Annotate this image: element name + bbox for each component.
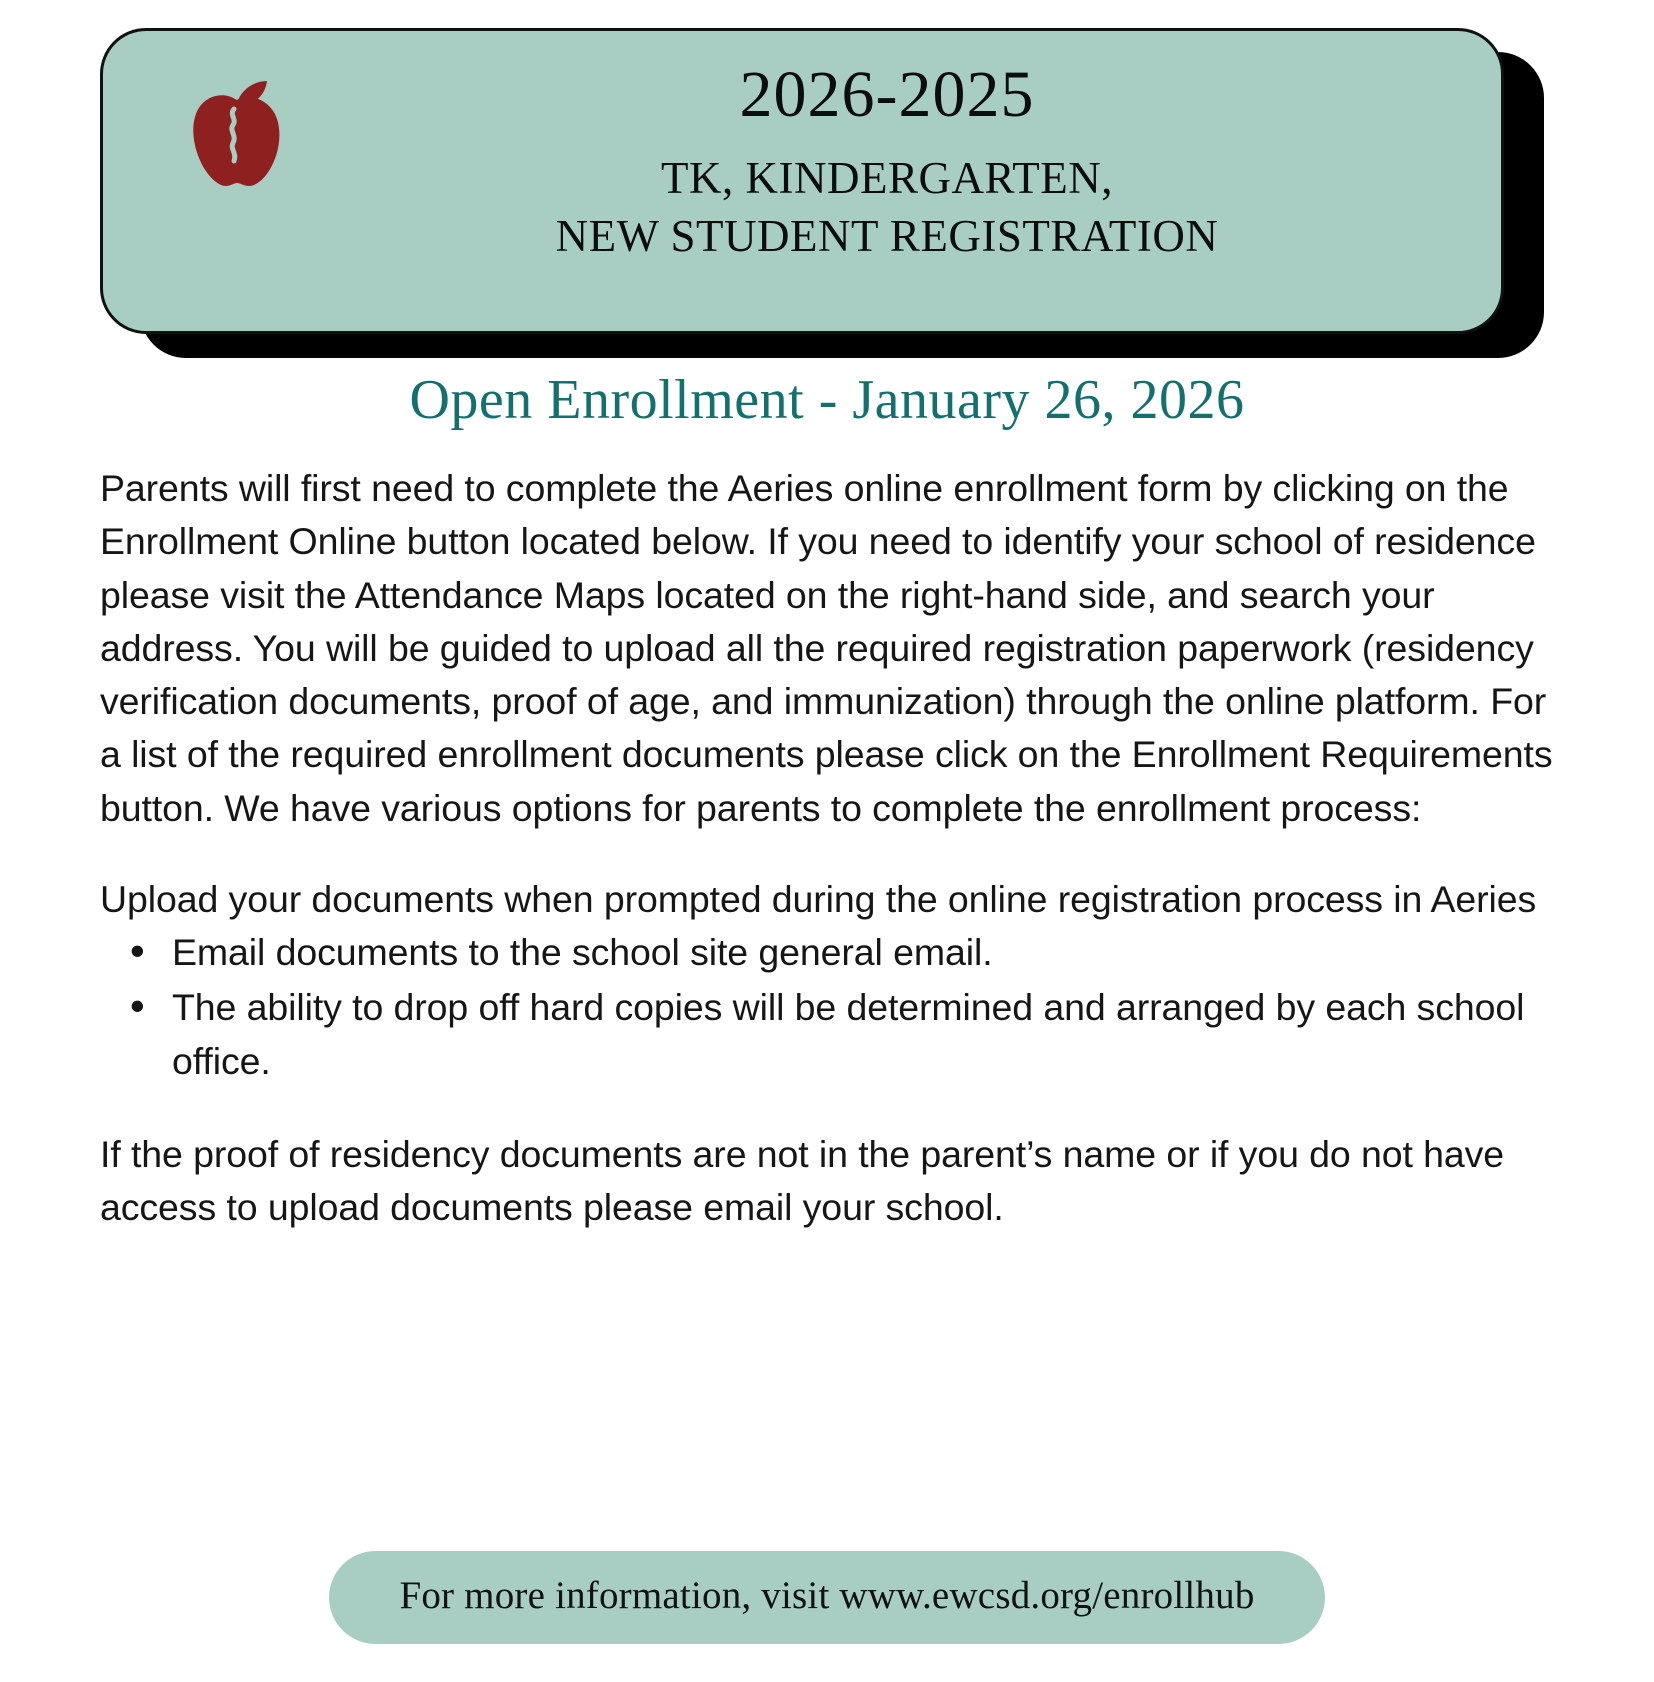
school-year: 2026-2025 <box>739 58 1035 131</box>
paragraph-residency: If the proof of residency documents are not in the parent’s name or if you do not have access to upload documents please email your school. <box>100 1132 1505 1228</box>
banner-text-block <box>303 57 1471 266</box>
body-copy <box>100 462 1554 1234</box>
banner-body <box>100 28 1504 334</box>
paragraph-spacer <box>100 835 1554 873</box>
more-info-pill[interactable]: For more information, visit www.ewcsd.org/enrollhub <box>329 1551 1324 1644</box>
list-item: • Email documents to the school site general email. <box>172 926 1554 979</box>
paragraph-spacer-2 <box>100 1090 1554 1128</box>
apple-icon <box>171 73 301 203</box>
paragraph-intro: Parents will first need to complete the Aeries online enrollment form by clicking on the Enrollment Online button located below. If you need to identify your school of residence please visit the Attendance Maps located on the right-hand side, and search your address. You will be guided to upload all the required registration paperwork (residency verification documents, proof of age, and immunization) through the online platform. For a list of the required enrollment documents please click on the Enrollment Requirements button. We have various options for parents to complete the enrollment process: <box>100 467 1553 829</box>
flyer-page <box>0 28 1654 1682</box>
open-enrollment-subtitle: Open Enrollment - January 26, 2026 <box>409 369 1245 431</box>
footer-area <box>0 1551 1654 1644</box>
banner-line-2: NEW STUDENT REGISTRATION <box>555 211 1219 262</box>
list-item: • The ability to drop off hard copies will be determined and arranged by each school office. <box>172 981 1554 1088</box>
header-banner <box>100 28 1544 358</box>
banner-line-1: TK, KINDERGARTEN, <box>661 152 1113 203</box>
options-list <box>100 926 1554 1088</box>
paragraph-upload: Upload your documents when prompted during the online registration process in Aeries <box>100 877 1537 920</box>
